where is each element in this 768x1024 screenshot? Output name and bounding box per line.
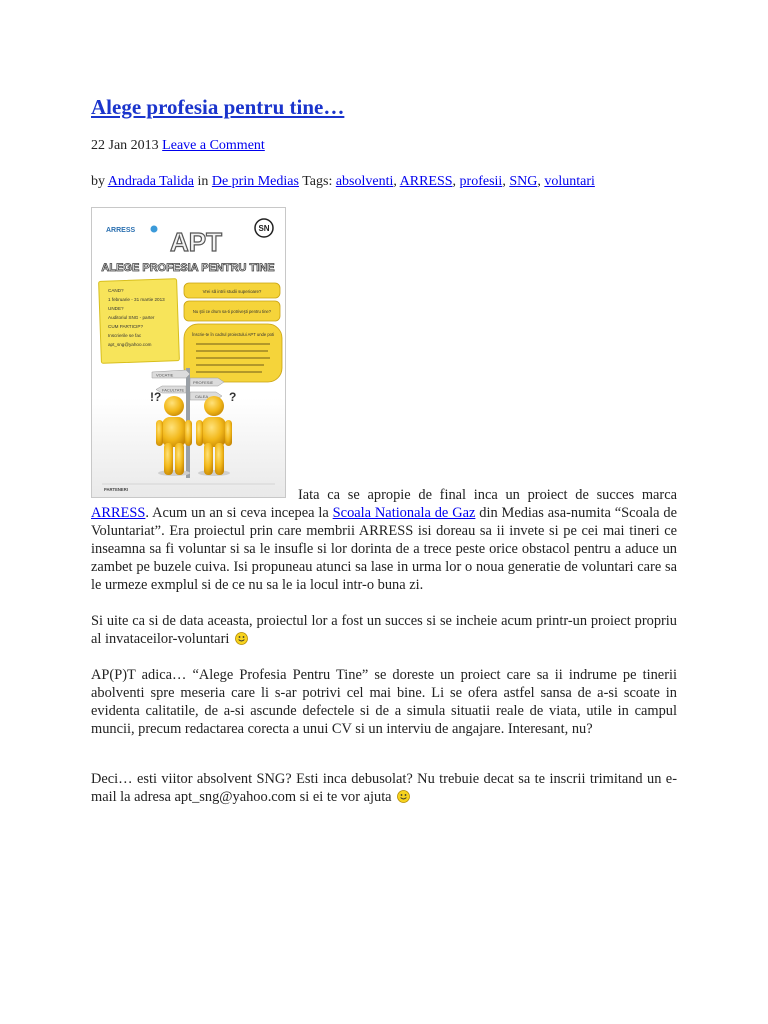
tag-link[interactable]: SNG [509, 174, 538, 189]
svg-text:UNDE?: UNDE? [108, 306, 124, 311]
tags-label: Tags: [302, 174, 333, 189]
p1-text-a: Iata ca se apropie de final inca un proiect de succes marca [298, 487, 677, 503]
tag-separator: , [502, 174, 506, 189]
svg-text:CALEA: CALEA [195, 394, 209, 399]
by-label: by [91, 174, 105, 189]
svg-text:Inscrierile se fac: Inscrierile se fac [108, 333, 142, 338]
tag-separator: , [537, 174, 541, 189]
svg-text:1 februarie - 31 martie 2013: 1 februarie - 31 martie 2013 [108, 297, 165, 302]
body-paragraph-4 [91, 770, 677, 806]
svg-text:Nu ştii ce drum sa-ti potriveş: Nu ştii ce drum sa-ti potriveşti pentru tine? [192, 309, 272, 314]
question-mark-right: ? [229, 390, 237, 404]
tag-link[interactable]: voluntari [544, 174, 595, 189]
poster-title: APT [170, 227, 222, 257]
body-paragraph-1 [91, 486, 677, 594]
tag-separator: , [393, 174, 397, 189]
svg-text:apt_sng@yahoo.com: apt_sng@yahoo.com [108, 342, 152, 347]
poster-graphic [92, 208, 285, 497]
svg-text:PROFESIE: PROFESIE [193, 380, 214, 385]
apt-poster-image[interactable] [91, 207, 286, 498]
author-link[interactable]: Andrada Talida [107, 174, 194, 189]
post-title [91, 93, 344, 121]
svg-text:VOCATIE: VOCATIE [156, 372, 174, 378]
partners-label: PARTENERI [104, 487, 128, 492]
svg-text:Înscrie-te în cadrul proiectul: Înscrie-te în cadrul proiectului APT unde poti [192, 332, 275, 337]
svg-text:Auditoriul SNG - parter: Auditoriul SNG - parter [108, 315, 155, 320]
post-date: 22 Jan 2013 [91, 138, 159, 153]
smiley-icon [397, 790, 410, 803]
question-mark-left: !? [150, 390, 162, 404]
smiley-icon [235, 632, 248, 645]
p1-text-b: . Acum un an si ceva incepea la [145, 505, 333, 521]
body-paragraph-2 [91, 612, 677, 648]
post-title-link[interactable]: Alege profesia pentru tine… [91, 95, 345, 119]
post-date-line [91, 137, 265, 155]
scoala-nationala-de-gaz-link[interactable]: Scoala Nationala de Gaz [332, 505, 476, 521]
leave-comment-link[interactable]: Leave a Comment [162, 138, 265, 153]
body-paragraph-3: AP(P)T adica… “Alege Profesia Pentru Tine” se doreste un proiect care sa ii indrume pe tinerii abolventi spre meseria care li s-ar potrivi cel mai bine. Li se ofera astfel sansa de a-si scoate in evidenta calitatile, de a-si ascunde defectele si de a simula situatii reale de viata, utile in campul muncii, precum redactarea corecta a unui CV si un interviu de angajare. Interesant, nu? [91, 667, 677, 737]
p2-text: Si uite ca si de data aceasta, proiectul lor a fost un succes si se incheie acum printr-un proiect propriu al invataceilor-voluntari [91, 613, 677, 647]
tag-link[interactable]: absolventi [335, 174, 394, 189]
svg-text:Vrei să intrii studii superioa: Vrei să intrii studii superioare? [202, 289, 262, 294]
post-byline [91, 173, 595, 191]
tag-link[interactable]: ARRESS [399, 174, 453, 189]
in-label: in [197, 174, 209, 189]
arress-globe-icon [151, 226, 158, 233]
arress-logo: ARRESS [106, 227, 136, 234]
poster-subtitle: ALEGE PROFESIA PENTRU TINE [101, 262, 275, 274]
svg-text:CAND?: CAND? [108, 288, 124, 293]
svg-text:FACULTATE: FACULTATE [162, 387, 185, 393]
arress-link[interactable]: ARRESS [91, 505, 146, 521]
tag-separator: , [452, 174, 457, 189]
svg-text:CUM PARTICIP?: CUM PARTICIP? [108, 324, 144, 329]
category-link[interactable]: De prin Medias [211, 174, 299, 189]
p1-text-c: din Medias asa-numita “Scoala de Voluntariat”. Era proiectul prin care membrii ARRESS isi doreau sa ii invete si pe cei mai tineri ce inseamna sa fi voluntar si sa le insufle si lor dorinta de a trece peste orice obstacol pentru a aduce un zambet pe buzele cuiva. Isi propuneau atunci sa lase in urma lor o noua generatie de voluntari care sa le urmeze exmplul si de ce nu sa le ia locul intr-o buna zi. [91, 505, 677, 593]
tag-link[interactable]: profesii [459, 174, 503, 189]
p4-text: Deci… esti viitor absolvent SNG? Esti inca debusolat? Nu trebuie decat sa te inscrii trimitand un e-mail la adresa apt_sng@yahoo.com si ei te vor ajuta [91, 771, 677, 805]
sng-logo-text: SN [258, 224, 270, 233]
